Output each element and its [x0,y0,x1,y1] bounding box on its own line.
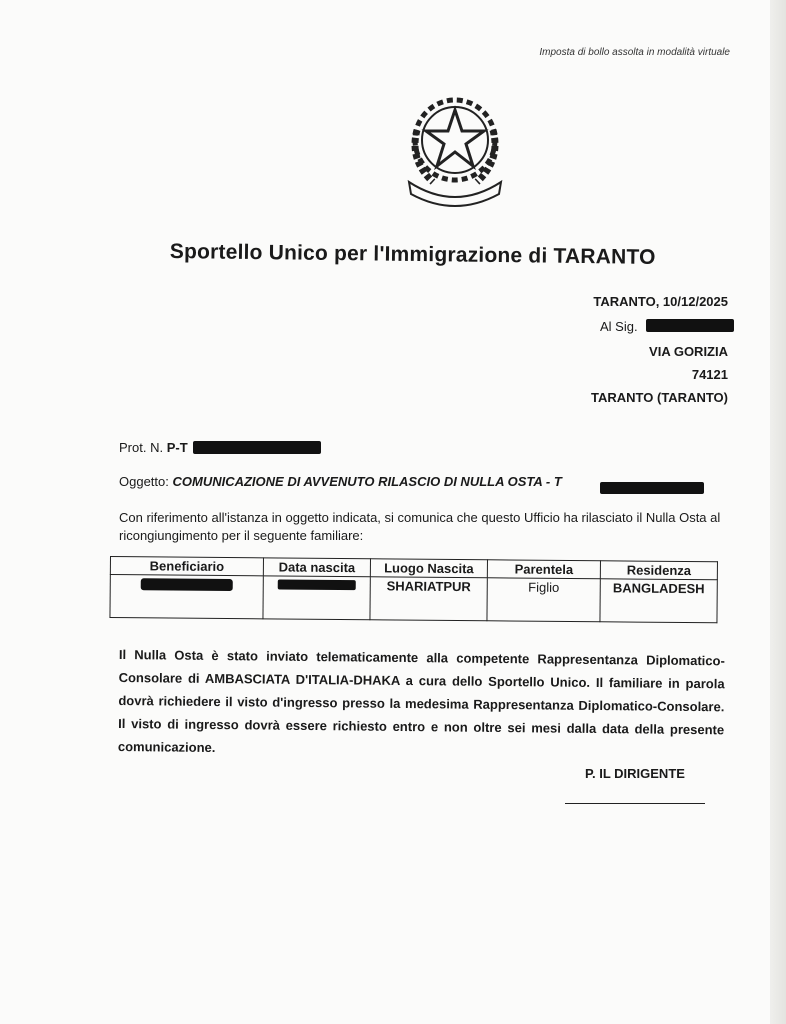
republic-emblem-icon [403,90,507,208]
redacted-beneficiary [141,578,233,591]
protocol-label: Prot. N. [119,440,164,455]
birth-place-cell: SHARIATPUR [370,577,487,621]
redacted-birth-date [278,579,356,590]
beneficiary-cell [110,575,263,619]
recipient-postcode: 74121 [691,367,728,382]
subject-label: Oggetto: [119,474,169,489]
column-header: Data nascita [263,558,370,577]
redacted-recipient-name [646,319,734,332]
column-header: Parentela [487,560,600,579]
recipient-street: VIA GORIZIA [649,344,728,359]
family-member-table [109,556,718,623]
body-paragraph: Il Nulla Osta è stato inviato telematicamente alla competente Rappresentanza Diplomatico-Consolare di AMBASCIATA D'ITALIA-DHAKA a cura dello Sportello Unico. Il familiare in parola dovrà richiedere il visto d'ingresso presso la medesima Rappresentanza Diplomatico-Consolare. Il visto di ingresso dovrà essere richiesto entro e non oltre sei mesi dalla data della presente comunicazione. [117,646,725,756]
column-header: Luogo Nascita [370,559,487,578]
birth-date-cell [263,576,370,620]
protocol-prefix: P-T [166,440,188,455]
relation-cell: Figlio [487,578,600,622]
signature-label: P. IL DIRIGENTE [585,766,685,781]
intro-paragraph: Con riferimento all'istanza in oggetto indicata, si comunica che questo Ufficio ha rilasciato il Nulla Osta al ricongiungimento per il seguente familiare: [119,510,721,543]
redacted-subject-code [600,482,704,494]
recipient-city: TARANTO (TARANTO) [591,390,728,405]
subject-code-prefix: T [553,474,562,489]
page-edge-shadow [770,0,786,1024]
office-title: Sportello Unico per l'Immigrazione di TARANTO [169,240,656,269]
protocol-number [119,440,188,455]
column-header: Residenza [600,561,717,580]
residence-cell: BANGLADESH [600,579,717,623]
signature-line [565,803,705,804]
subject-line [119,474,562,489]
table-row [110,575,717,623]
tax-stamp-note: Imposta di bollo assolta in modalità virtuale [539,47,730,58]
column-header: Beneficiario [110,557,263,576]
redacted-protocol-number [193,441,321,454]
salutation: Al Sig. [600,319,638,334]
place-date: TARANTO, 10/12/2025 [593,294,728,309]
subject-text: COMUNICAZIONE DI AVVENUTO RILASCIO DI NULLA OSTA - [172,474,551,489]
